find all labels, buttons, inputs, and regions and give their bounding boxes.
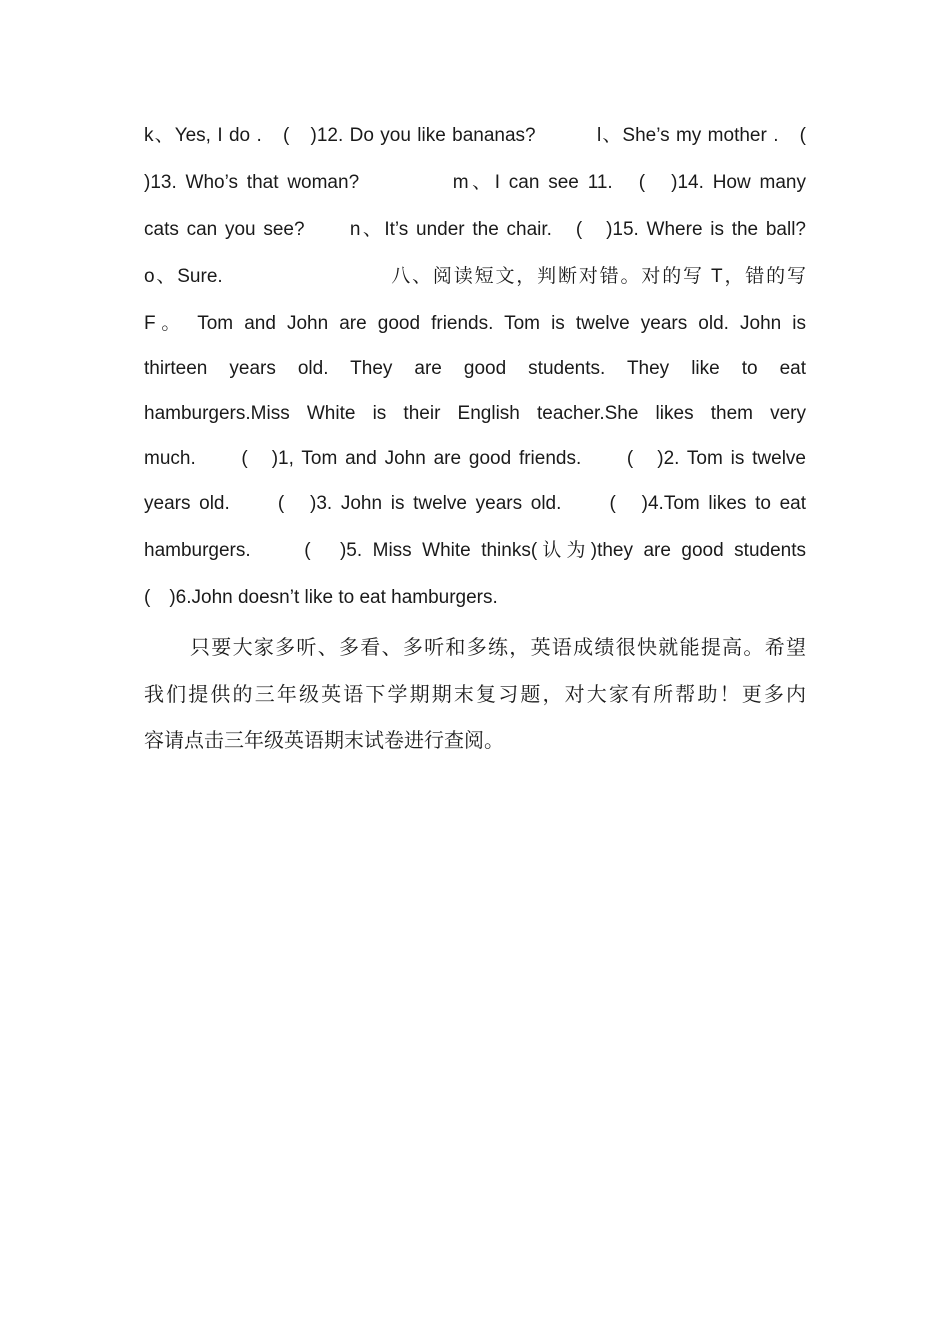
closing-paragraph-line-1: 只要大家多听、多看、多听和多练，英语成绩很快就能提高。希望 — [190, 635, 806, 659]
reading-line-1: F。 Tom and John are good friends. Tom is twelve years old. John is — [144, 313, 806, 334]
closing-paragraph-line-2: 我们提供的三年级英语下学期期末复习题，对大家有所帮助！更多内 — [144, 682, 806, 706]
reading-line-3: hamburgers.Miss White is their English teacher.She likes them very — [144, 403, 806, 424]
reading-line-4: much. ( )1, Tom and John are good friends. ( )2. Tom is twelve — [144, 448, 806, 469]
reading-line-5: years old. ( )3. John is twelve years old. ( )4.Tom likes to eat — [144, 493, 806, 514]
exercise-line-1: k、Yes, I do . ( )12. Do you like bananas? l、She’s my mother . ( — [144, 125, 806, 146]
reading-line-6: hamburgers. ( )5. Miss White thinks(认为)they are good students — [144, 540, 806, 561]
closing-paragraph-line-3: 容请点击三年级英语期末试卷进行查阅。 — [144, 728, 504, 752]
exercise-line-4: o、Sure. 八、阅读短文，判断对错。对的写 T，错的写 — [144, 266, 806, 287]
reading-line-7: ( )6.John doesn’t like to eat hamburgers. — [144, 587, 498, 608]
exercise-line-3: cats can you see? n、It’s under the chair. ( )15. Where is the ball? — [144, 219, 806, 240]
reading-line-2: thirteen years old. They are good students. They like to eat — [144, 358, 806, 379]
exercise-line-2: )13. Who’s that woman? m、I can see 11. ( )14. How many — [144, 172, 806, 193]
